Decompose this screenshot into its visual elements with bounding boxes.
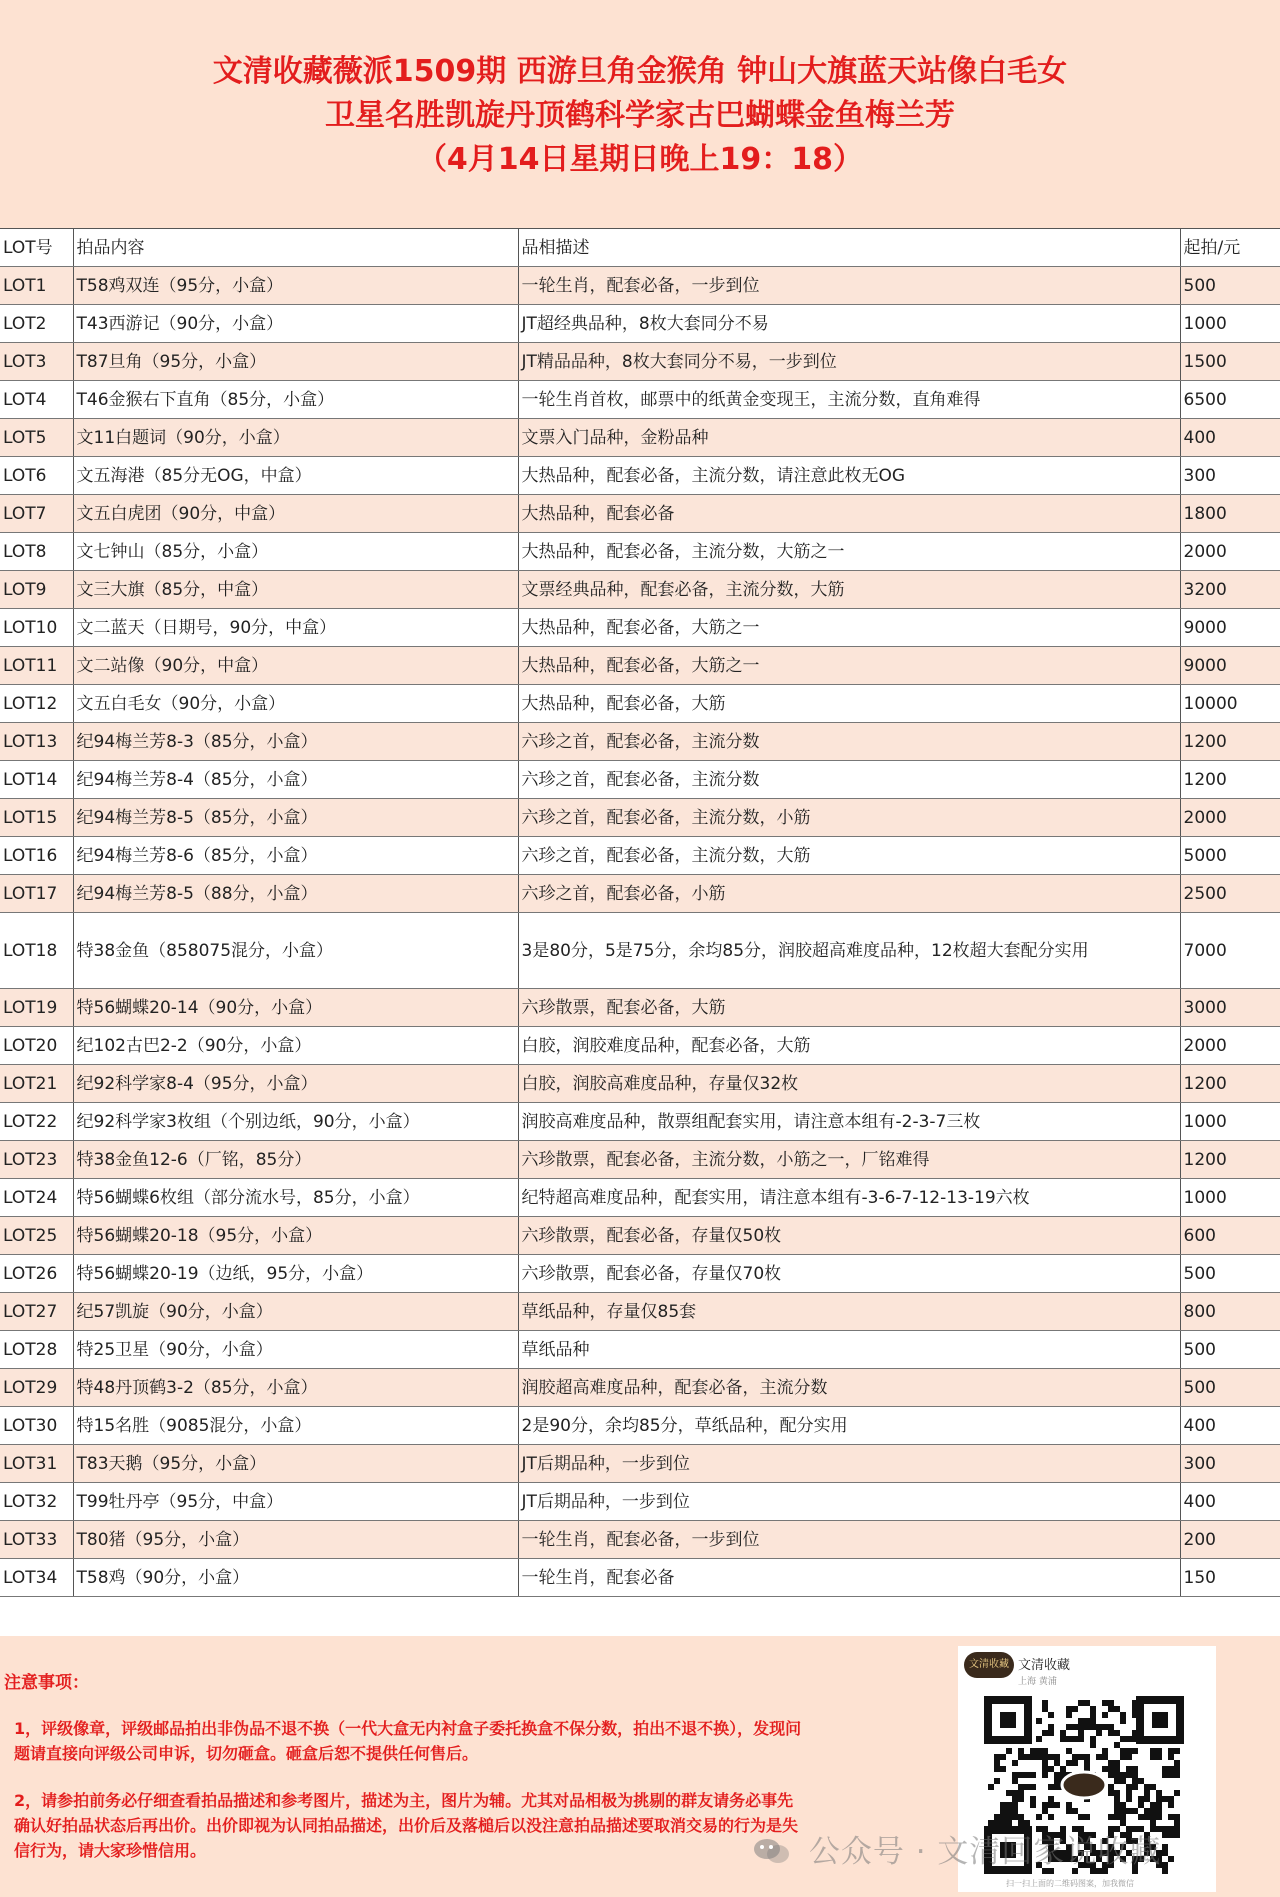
price-cell: 200 bbox=[1180, 1521, 1280, 1559]
title-line-1: 文清收藏薇派1509期 西游旦角金猴角 钟山大旗蓝天站像白毛女 bbox=[212, 54, 1068, 89]
price-cell: 400 bbox=[1180, 1407, 1280, 1445]
table-row bbox=[0, 609, 1280, 647]
table-row bbox=[0, 419, 1280, 457]
lot-cell: LOT23 bbox=[0, 1141, 73, 1179]
lot-cell: LOT33 bbox=[0, 1521, 73, 1559]
price-cell: 9000 bbox=[1180, 647, 1280, 685]
item-cell: 文11白题词（90分，小盒） bbox=[73, 419, 518, 457]
table-row bbox=[0, 875, 1280, 913]
lot-cell: LOT3 bbox=[0, 343, 73, 381]
condition-cell: 大热品种，配套必备，大筋之一 bbox=[518, 647, 1180, 685]
condition-cell: 六珍之首，配套必备，主流分数，小筋 bbox=[518, 799, 1180, 837]
table-row bbox=[0, 571, 1280, 609]
condition-cell: 文票入门品种，金粉品种 bbox=[518, 419, 1180, 457]
condition-cell: 一轮生肖，配套必备，一步到位 bbox=[518, 1521, 1180, 1559]
item-cell: T58鸡（90分，小盒） bbox=[73, 1559, 518, 1597]
lot-cell: LOT2 bbox=[0, 305, 73, 343]
table-row bbox=[0, 495, 1280, 533]
note-2: 2，请参拍前务必仔细查看拍品描述和参考图片，描述为主，图片为辅。尤其对品相极为挑剔的群友请务必事先确认好拍品状态后再出价。出价即视为认同拍品描述，出价后及落槌后以没注意拍品描述要取消交易的行为是失信行为，请大家珍惜信用。 bbox=[14, 1791, 799, 1860]
condition-cell: 白胶，润胶高难度品种，存量仅32枚 bbox=[518, 1065, 1180, 1103]
condition-cell: JT后期品种，一步到位 bbox=[518, 1445, 1180, 1483]
condition-cell: 润胶超高难度品种，配套必备，主流分数 bbox=[518, 1369, 1180, 1407]
condition-cell: 大热品种，配套必备 bbox=[518, 495, 1180, 533]
price-cell: 500 bbox=[1180, 267, 1280, 305]
lot-cell: LOT27 bbox=[0, 1293, 73, 1331]
table-row bbox=[0, 533, 1280, 571]
table-row bbox=[0, 267, 1280, 305]
lot-cell: LOT15 bbox=[0, 799, 73, 837]
lot-cell: LOT18 bbox=[0, 913, 73, 989]
table-row bbox=[0, 761, 1280, 799]
price-cell: 400 bbox=[1180, 1483, 1280, 1521]
item-cell: 文二站像（90分，中盒） bbox=[73, 647, 518, 685]
table-row bbox=[0, 1445, 1280, 1483]
item-cell: 纪94梅兰芳8-6（85分，小盒） bbox=[73, 837, 518, 875]
price-cell: 10000 bbox=[1180, 685, 1280, 723]
wechat-icon bbox=[752, 1836, 792, 1866]
price-cell: 1000 bbox=[1180, 1179, 1280, 1217]
lot-cell: LOT17 bbox=[0, 875, 73, 913]
table-row bbox=[0, 381, 1280, 419]
table-row bbox=[0, 837, 1280, 875]
condition-cell: 纪特超高难度品种，配套实用，请注意本组有-3-6-7-12-13-19六枚 bbox=[518, 1179, 1180, 1217]
price-cell: 7000 bbox=[1180, 913, 1280, 989]
lot-cell: LOT4 bbox=[0, 381, 73, 419]
price-cell: 1200 bbox=[1180, 1065, 1280, 1103]
item-cell: 特25卫星（90分，小盒） bbox=[73, 1331, 518, 1369]
qr-logo: 文清收藏 bbox=[964, 1652, 1014, 1678]
header-item: 拍品内容 bbox=[73, 229, 518, 267]
condition-cell: 六珍之首，配套必备，主流分数 bbox=[518, 723, 1180, 761]
watermark-text: 公众号 · 文清回家说收藏 bbox=[808, 1834, 1162, 1870]
condition-cell: 白胶，润胶难度品种，配套必备，大筋 bbox=[518, 1027, 1180, 1065]
price-cell: 3000 bbox=[1180, 989, 1280, 1027]
item-cell: 纪92科学家8-4（95分，小盒） bbox=[73, 1065, 518, 1103]
condition-cell: 六珍之首，配套必备，小筋 bbox=[518, 875, 1180, 913]
condition-cell: 大热品种，配套必备，主流分数，大筋之一 bbox=[518, 533, 1180, 571]
lot-cell: LOT32 bbox=[0, 1483, 73, 1521]
item-cell: T46金猴右下直角（85分，小盒） bbox=[73, 381, 518, 419]
price-cell: 5000 bbox=[1180, 837, 1280, 875]
price-cell: 500 bbox=[1180, 1331, 1280, 1369]
price-cell: 800 bbox=[1180, 1293, 1280, 1331]
condition-cell: JT精品品种，8枚大套同分不易，一步到位 bbox=[518, 343, 1180, 381]
condition-cell: 一轮生肖首枚，邮票中的纸黄金变现王，主流分数，直角难得 bbox=[518, 381, 1180, 419]
item-cell: 文二蓝天（日期号，90分，中盒） bbox=[73, 609, 518, 647]
item-cell: T80猪（95分，小盒） bbox=[73, 1521, 518, 1559]
price-cell: 300 bbox=[1180, 1445, 1280, 1483]
condition-cell: 2是90分，余均85分，草纸品种，配分实用 bbox=[518, 1407, 1180, 1445]
item-cell: 特38金鱼（858075混分，小盒） bbox=[73, 913, 518, 989]
header-start-price: 起拍/元 bbox=[1180, 229, 1280, 267]
notes-title: 注意事项： bbox=[4, 1673, 89, 1693]
item-cell: 文七钟山（85分，小盒） bbox=[73, 533, 518, 571]
title-line-2: 卫星名胜凯旋丹顶鹤科学家古巴蝴蝶金鱼梅兰芳 bbox=[325, 98, 955, 133]
condition-cell: 一轮生肖，配套必备 bbox=[518, 1559, 1180, 1597]
title-line-3: （4月14日星期日晚上19：18） bbox=[416, 142, 864, 177]
lot-cell: LOT21 bbox=[0, 1065, 73, 1103]
table-row bbox=[0, 1217, 1280, 1255]
condition-cell: 六珍散票，配套必备，主流分数，小筋之一，厂铭难得 bbox=[518, 1141, 1180, 1179]
table-row bbox=[0, 457, 1280, 495]
table-row bbox=[0, 799, 1280, 837]
table-row bbox=[0, 1483, 1280, 1521]
item-cell: 文三大旗（85分，中盒） bbox=[73, 571, 518, 609]
price-cell: 2000 bbox=[1180, 533, 1280, 571]
lot-cell: LOT12 bbox=[0, 685, 73, 723]
item-cell: 文五白虎团（90分，中盒） bbox=[73, 495, 518, 533]
condition-cell: 大热品种，配套必备，大筋之一 bbox=[518, 609, 1180, 647]
item-cell: 文五白毛女（90分，小盒） bbox=[73, 685, 518, 723]
price-cell: 1000 bbox=[1180, 305, 1280, 343]
table-row bbox=[0, 1027, 1280, 1065]
lot-cell: LOT29 bbox=[0, 1369, 73, 1407]
table-row bbox=[0, 1293, 1280, 1331]
price-cell: 1200 bbox=[1180, 1141, 1280, 1179]
lot-cell: LOT20 bbox=[0, 1027, 73, 1065]
lot-cell: LOT6 bbox=[0, 457, 73, 495]
item-cell: 特38金鱼12-6（厂铭，85分） bbox=[73, 1141, 518, 1179]
price-cell: 3200 bbox=[1180, 571, 1280, 609]
price-cell: 6500 bbox=[1180, 381, 1280, 419]
price-cell: 150 bbox=[1180, 1559, 1280, 1597]
table-row bbox=[0, 1331, 1280, 1369]
price-cell: 1200 bbox=[1180, 761, 1280, 799]
condition-cell: 大热品种，配套必备，大筋 bbox=[518, 685, 1180, 723]
price-cell: 500 bbox=[1180, 1255, 1280, 1293]
lot-cell: LOT11 bbox=[0, 647, 73, 685]
table-row bbox=[0, 1179, 1280, 1217]
table-row bbox=[0, 1065, 1280, 1103]
table-row bbox=[0, 647, 1280, 685]
lot-cell: LOT9 bbox=[0, 571, 73, 609]
table-row bbox=[0, 1369, 1280, 1407]
item-cell: T99牡丹亭（95分，中盒） bbox=[73, 1483, 518, 1521]
item-cell: 纪92科学家3枚组（个别边纸，90分，小盒） bbox=[73, 1103, 518, 1141]
condition-cell: 六珍散票，配套必备，大筋 bbox=[518, 989, 1180, 1027]
title-banner bbox=[0, 0, 1280, 228]
lot-cell: LOT28 bbox=[0, 1331, 73, 1369]
item-cell: T83天鹅（95分，小盒） bbox=[73, 1445, 518, 1483]
item-cell: 特56蝴蝶20-14（90分，小盒） bbox=[73, 989, 518, 1027]
lot-cell: LOT19 bbox=[0, 989, 73, 1027]
price-cell: 1800 bbox=[1180, 495, 1280, 533]
lot-cell: LOT26 bbox=[0, 1255, 73, 1293]
condition-cell: 一轮生肖，配套必备，一步到位 bbox=[518, 267, 1180, 305]
item-cell: T87旦角（95分，小盒） bbox=[73, 343, 518, 381]
price-cell: 400 bbox=[1180, 419, 1280, 457]
item-cell: 特15名胜（9085混分，小盒） bbox=[73, 1407, 518, 1445]
condition-cell: 六珍之首，配套必备，主流分数 bbox=[518, 761, 1180, 799]
condition-cell: JT后期品种，一步到位 bbox=[518, 1483, 1180, 1521]
item-cell: 特48丹顶鹤3-2（85分，小盒） bbox=[73, 1369, 518, 1407]
table-row bbox=[0, 723, 1280, 761]
price-cell: 2000 bbox=[1180, 799, 1280, 837]
lot-cell: LOT14 bbox=[0, 761, 73, 799]
item-cell: 纪57凯旋（90分，小盒） bbox=[73, 1293, 518, 1331]
lot-cell: LOT25 bbox=[0, 1217, 73, 1255]
item-cell: 纪94梅兰芳8-3（85分，小盒） bbox=[73, 723, 518, 761]
condition-cell: 3是80分，5是75分，余均85分，润胶超高难度品种，12枚超大套配分实用 bbox=[518, 913, 1180, 989]
table-row bbox=[0, 343, 1280, 381]
qr-location: 上海 黄浦 bbox=[1018, 1677, 1057, 1687]
lot-cell: LOT34 bbox=[0, 1559, 73, 1597]
header-lot: LOT号 bbox=[0, 229, 73, 267]
item-cell: 纪102古巴2-2（90分，小盒） bbox=[73, 1027, 518, 1065]
lot-cell: LOT10 bbox=[0, 609, 73, 647]
qr-account-name: 文清收藏 bbox=[1018, 1658, 1071, 1673]
table-row bbox=[0, 1255, 1280, 1293]
condition-cell: 六珍之首，配套必备，主流分数，大筋 bbox=[518, 837, 1180, 875]
lot-cell: LOT24 bbox=[0, 1179, 73, 1217]
condition-cell: 润胶高难度品种，散票组配套实用，请注意本组有-2-3-7三枚 bbox=[518, 1103, 1180, 1141]
item-cell: 特56蝴蝶20-18（95分，小盒） bbox=[73, 1217, 518, 1255]
condition-cell: 草纸品种 bbox=[518, 1331, 1180, 1369]
lot-cell: LOT16 bbox=[0, 837, 73, 875]
price-cell: 2500 bbox=[1180, 875, 1280, 913]
condition-cell: 六珍散票，配套必备，存量仅70枚 bbox=[518, 1255, 1180, 1293]
header-condition: 品相描述 bbox=[518, 229, 1180, 267]
condition-cell: 六珍散票，配套必备，存量仅50枚 bbox=[518, 1217, 1180, 1255]
lot-cell: LOT13 bbox=[0, 723, 73, 761]
table-row bbox=[0, 1407, 1280, 1445]
price-cell: 500 bbox=[1180, 1369, 1280, 1407]
lot-cell: LOT7 bbox=[0, 495, 73, 533]
price-cell: 9000 bbox=[1180, 609, 1280, 647]
lot-cell: LOT22 bbox=[0, 1103, 73, 1141]
item-cell: T58鸡双连（95分，小盒） bbox=[73, 267, 518, 305]
table-row bbox=[0, 1141, 1280, 1179]
price-cell: 1200 bbox=[1180, 723, 1280, 761]
item-cell: 文五海港（85分无OG，中盒） bbox=[73, 457, 518, 495]
table-row bbox=[0, 1521, 1280, 1559]
table-row bbox=[0, 989, 1280, 1027]
item-cell: 特56蝴蝶20-19（边纸，95分，小盒） bbox=[73, 1255, 518, 1293]
lot-cell: LOT1 bbox=[0, 267, 73, 305]
lot-cell: LOT30 bbox=[0, 1407, 73, 1445]
price-cell: 300 bbox=[1180, 457, 1280, 495]
lot-cell: LOT31 bbox=[0, 1445, 73, 1483]
price-cell: 2000 bbox=[1180, 1027, 1280, 1065]
condition-cell: JT超经典品种，8枚大套同分不易 bbox=[518, 305, 1180, 343]
table-row bbox=[0, 1103, 1280, 1141]
lot-table bbox=[0, 228, 1280, 1597]
condition-cell: 大热品种，配套必备，主流分数，请注意此枚无OG bbox=[518, 457, 1180, 495]
item-cell: 纪94梅兰芳8-5（85分，小盒） bbox=[73, 799, 518, 837]
table-row bbox=[0, 1559, 1280, 1597]
table-row bbox=[0, 685, 1280, 723]
watermark bbox=[752, 1826, 1161, 1871]
item-cell: 纪94梅兰芳8-5（88分，小盒） bbox=[73, 875, 518, 913]
lot-cell: LOT5 bbox=[0, 419, 73, 457]
note-1: 1，评级像章，评级邮品拍出非伪品不退不换（一代大盒无内衬盒子委托换盒不保分数，拍出不退不换），发现问题请直接向评级公司申诉，切勿砸盒。砸盒后恕不提供任何售后。 bbox=[14, 1719, 802, 1763]
price-cell: 1500 bbox=[1180, 343, 1280, 381]
item-cell: 特56蝴蝶6枚组（部分流水号，85分，小盒） bbox=[73, 1179, 518, 1217]
condition-cell: 草纸品种，存量仅85套 bbox=[518, 1293, 1180, 1331]
condition-cell: 文票经典品种，配套必备，主流分数，大筋 bbox=[518, 571, 1180, 609]
item-cell: T43西游记（90分，小盒） bbox=[73, 305, 518, 343]
item-cell: 纪94梅兰芳8-4（85分，小盒） bbox=[73, 761, 518, 799]
table-row bbox=[0, 305, 1280, 343]
lot-cell: LOT8 bbox=[0, 533, 73, 571]
price-cell: 600 bbox=[1180, 1217, 1280, 1255]
table-row bbox=[0, 913, 1280, 989]
table-header-row bbox=[0, 229, 1280, 267]
qr-caption: 扫一扫上面的二维码图案，加我微信 bbox=[1006, 1879, 1134, 1888]
price-cell: 1000 bbox=[1180, 1103, 1280, 1141]
